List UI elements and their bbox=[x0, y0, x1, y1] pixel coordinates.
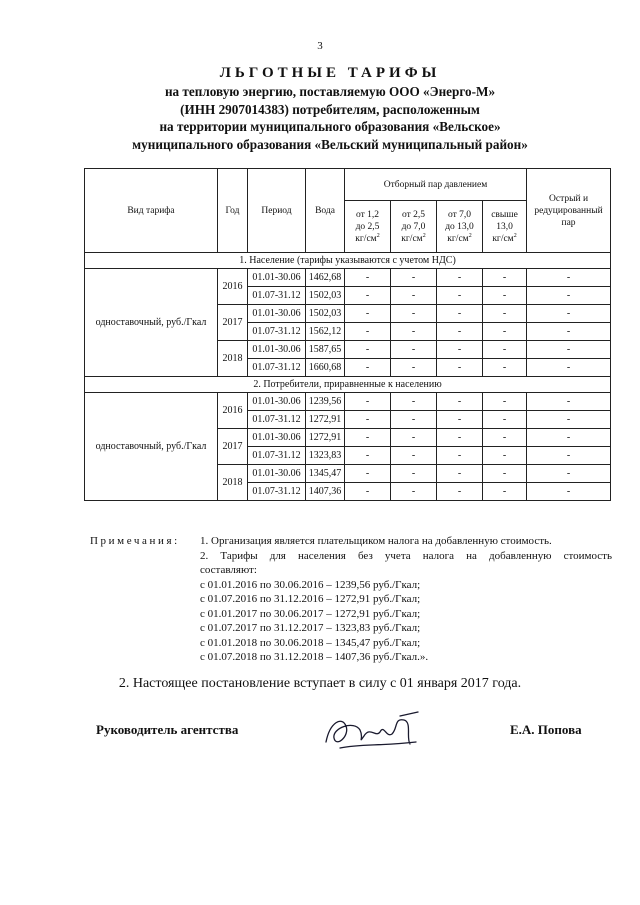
dash-cell: - bbox=[437, 269, 483, 287]
header-steam-over-13: свыше 13,0 $кг/см^2$ bbox=[483, 201, 527, 253]
dash-cell: - bbox=[437, 359, 483, 377]
dash-cell: - bbox=[483, 287, 527, 305]
dash-cell: - bbox=[391, 393, 437, 411]
dash-cell: - bbox=[391, 483, 437, 501]
year-cell: 2017 bbox=[218, 429, 248, 465]
section-row bbox=[85, 377, 611, 393]
section-row bbox=[85, 253, 611, 269]
note-item: составляют: bbox=[200, 564, 257, 576]
dash-cell: - bbox=[527, 483, 611, 501]
dash-cell: - bbox=[391, 323, 437, 341]
header-steam-7-13: от 7,0 до 13,0 $кг/см^2$ bbox=[437, 201, 483, 253]
header-steam-2.5-7: от 2,5 до 7,0 $кг/см^2$ bbox=[391, 201, 437, 253]
period-cell: 01.01-30.06 bbox=[248, 393, 306, 411]
header-water: Вода bbox=[306, 169, 345, 253]
dash-cell: - bbox=[345, 359, 391, 377]
dash-cell: - bbox=[437, 341, 483, 359]
period-cell: 01.01-30.06 bbox=[248, 429, 306, 447]
dash-cell: - bbox=[483, 411, 527, 429]
water-cell: 1272,91 bbox=[306, 411, 345, 429]
dash-cell: - bbox=[437, 429, 483, 447]
header-steam-group: Отборный пар давлением bbox=[345, 169, 527, 201]
handwritten-signature bbox=[320, 708, 430, 756]
page-number: 3 bbox=[317, 40, 323, 52]
dash-cell: - bbox=[483, 305, 527, 323]
section-label: 1. Население (тарифы указываются с учетом НДС) bbox=[85, 253, 611, 269]
signatory-name: Е.А. Попова bbox=[510, 722, 582, 737]
dash-cell: - bbox=[345, 323, 391, 341]
title-line: на тепловую энергию, поставляемую ООО «Энерго-М» bbox=[164, 84, 496, 99]
notes-label: Примечания: bbox=[90, 535, 180, 547]
dash-cell: - bbox=[527, 429, 611, 447]
tariff-table bbox=[84, 168, 611, 501]
title-main: ЛЬГОТНЫЕ ТАРИФЫ bbox=[219, 65, 441, 81]
dash-cell: - bbox=[345, 429, 391, 447]
period-cell: 01.01-30.06 bbox=[248, 269, 306, 287]
dash-cell: - bbox=[437, 411, 483, 429]
title-line: муниципального образования «Вельский муниципальный район» bbox=[132, 136, 528, 152]
period-cell: 01.07-31.12 bbox=[248, 323, 306, 341]
dash-cell: - bbox=[391, 341, 437, 359]
dash-cell: - bbox=[345, 411, 391, 429]
period-cell: 01.07-31.12 bbox=[248, 359, 306, 377]
dash-cell: - bbox=[391, 447, 437, 465]
dash-cell: - bbox=[483, 429, 527, 447]
year-cell: 2017 bbox=[218, 305, 248, 341]
dash-cell: - bbox=[437, 305, 483, 323]
year-cell: 2016 bbox=[218, 269, 248, 305]
dash-cell: - bbox=[527, 359, 611, 377]
year-cell: 2018 bbox=[218, 465, 248, 501]
dash-cell: - bbox=[345, 465, 391, 483]
dash-cell: - bbox=[483, 359, 527, 377]
title-line: (ИНН 2907014383) потребителям, расположенным bbox=[180, 101, 480, 117]
period-cell: 01.01-30.06 bbox=[248, 341, 306, 359]
tariff-type-cell: одноставочный, руб./Гкал bbox=[85, 393, 218, 501]
water-cell: 1272,91 bbox=[306, 429, 345, 447]
water-cell: 1323,83 bbox=[306, 447, 345, 465]
period-cell: 01.07-31.12 bbox=[248, 411, 306, 429]
dash-cell: - bbox=[437, 323, 483, 341]
dash-cell: - bbox=[527, 465, 611, 483]
dash-cell: - bbox=[437, 287, 483, 305]
water-cell: 1462,68 bbox=[306, 269, 345, 287]
header-steam-1-2.5: от 1,2 до 2,5 $кг/см^2$ bbox=[345, 201, 391, 253]
water-cell: 1502,03 bbox=[306, 287, 345, 305]
dash-cell: - bbox=[345, 287, 391, 305]
rate-line: с 01.07.2017 по 31.12.2017 – 1323,83 руб./Гкал; bbox=[200, 622, 421, 634]
dash-cell: - bbox=[391, 359, 437, 377]
period-cell: 01.07-31.12 bbox=[248, 447, 306, 465]
header-period: Период bbox=[248, 169, 306, 253]
document-title bbox=[60, 64, 600, 153]
header-year: Год bbox=[218, 169, 248, 253]
dash-cell: - bbox=[345, 341, 391, 359]
water-cell: 1502,03 bbox=[306, 305, 345, 323]
dash-cell: - bbox=[483, 269, 527, 287]
water-cell: 1239,56 bbox=[306, 393, 345, 411]
year-cell: 2016 bbox=[218, 393, 248, 429]
dash-cell: - bbox=[345, 393, 391, 411]
dash-cell: - bbox=[527, 393, 611, 411]
dash-cell: - bbox=[345, 269, 391, 287]
period-cell: 01.01-30.06 bbox=[248, 305, 306, 323]
dash-cell: - bbox=[527, 447, 611, 465]
header-tariff-type: Вид тарифа bbox=[85, 169, 218, 253]
dash-cell: - bbox=[483, 465, 527, 483]
year-cell: 2018 bbox=[218, 341, 248, 377]
dash-cell: - bbox=[483, 483, 527, 501]
dash-cell: - bbox=[391, 465, 437, 483]
water-cell: 1407,36 bbox=[306, 483, 345, 501]
water-cell: 1345,47 bbox=[306, 465, 345, 483]
rate-line: с 01.01.2017 по 30.06.2017 – 1272,91 руб./Гкал; bbox=[200, 607, 421, 620]
water-cell: 1562,12 bbox=[306, 323, 345, 341]
table-row bbox=[85, 393, 611, 411]
dash-cell: - bbox=[483, 393, 527, 411]
tariff-type-cell: одноставочный, руб./Гкал bbox=[85, 269, 218, 377]
dash-cell: - bbox=[437, 393, 483, 411]
table-row bbox=[85, 269, 611, 287]
dash-cell: - bbox=[483, 447, 527, 465]
dash-cell: - bbox=[527, 305, 611, 323]
dash-cell: - bbox=[391, 287, 437, 305]
dash-cell: - bbox=[391, 269, 437, 287]
period-cell: 01.01-30.06 bbox=[248, 465, 306, 483]
enactment-clause: 2. Настоящее постановление вступает в силу с 01 января 2017 года. bbox=[118, 676, 522, 691]
dash-cell: - bbox=[437, 447, 483, 465]
water-cell: 1587,65 bbox=[306, 341, 345, 359]
title-line: на территории муниципального образования «Вельское» bbox=[159, 119, 501, 134]
dash-cell: - bbox=[527, 411, 611, 429]
dash-cell: - bbox=[483, 323, 527, 341]
dash-cell: - bbox=[437, 483, 483, 501]
notes-body bbox=[200, 534, 612, 665]
dash-cell: - bbox=[345, 483, 391, 501]
header-sharp-steam: Острый и редуцированный пар bbox=[527, 169, 611, 253]
dash-cell: - bbox=[391, 305, 437, 323]
dash-cell: - bbox=[527, 269, 611, 287]
dash-cell: - bbox=[345, 305, 391, 323]
note-item: 1. Организация является плательщиком налога на добавленную стоимость. bbox=[200, 535, 552, 547]
rate-line: с 01.01.2018 по 30.06.2018 – 1345,47 руб./Гкал; bbox=[200, 636, 421, 649]
dash-cell: - bbox=[483, 341, 527, 359]
dash-cell: - bbox=[527, 341, 611, 359]
section-label: 2. Потребители, приравненные к населению bbox=[85, 377, 611, 393]
dash-cell: - bbox=[437, 465, 483, 483]
dash-cell: - bbox=[391, 411, 437, 429]
rate-line: с 01.07.2016 по 31.12.2016 – 1272,91 руб./Гкал; bbox=[200, 593, 421, 605]
period-cell: 01.07-31.12 bbox=[248, 483, 306, 501]
note-item: 2. Тарифы для населения без учета налога на добавленную стоимость bbox=[200, 549, 612, 562]
dash-cell: - bbox=[345, 447, 391, 465]
rate-line: с 01.07.2018 по 31.12.2018 – 1407,36 руб./Гкал.». bbox=[200, 651, 429, 663]
water-cell: 1660,68 bbox=[306, 359, 345, 377]
dash-cell: - bbox=[527, 287, 611, 305]
dash-cell: - bbox=[391, 429, 437, 447]
period-cell: 01.07-31.12 bbox=[248, 287, 306, 305]
rate-line: с 01.01.2016 по 30.06.2016 – 1239,56 руб./Гкал; bbox=[200, 578, 421, 591]
dash-cell: - bbox=[527, 323, 611, 341]
signatory-title: Руководитель агентства bbox=[96, 722, 239, 737]
